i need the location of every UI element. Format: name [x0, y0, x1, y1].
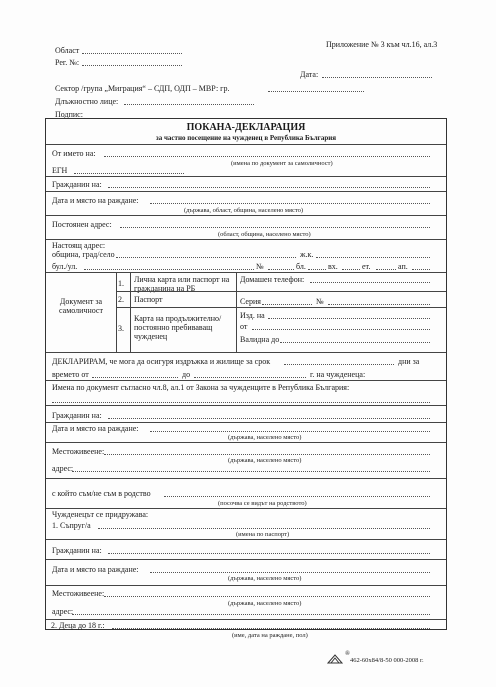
declare-label: ДЕКЛАРИРАМ, че мога да осигуря издръжка и жилище за срок [52, 357, 271, 366]
row2-number: 2. [118, 295, 124, 304]
reg-no-field[interactable] [82, 65, 182, 66]
days-label: дни за [398, 357, 420, 366]
no2-label: № [316, 297, 324, 306]
issued-field[interactable] [268, 318, 430, 319]
series-label: Серия [240, 297, 261, 306]
egn-label: ЕГН [52, 166, 68, 175]
spouse-label: 1. Съпруг/а [52, 521, 91, 530]
valid-field[interactable] [280, 342, 430, 343]
spouse-hint: (имена по паспорт) [236, 531, 290, 538]
bl-field[interactable] [308, 269, 326, 270]
curr-addr-label: Настоящ адрес: [52, 241, 106, 250]
sector-label: Сектор /група „Миграция“ – СДП, ОДП – МВР: гр. [55, 84, 230, 93]
names-law-label: Имена по документ съгласно чл.8, ал.1 от Закона за чужденците в Република България: [52, 383, 350, 392]
form-title: ПОКАНА-ДЕКЛАРАЦИЯ [186, 122, 306, 133]
birth2-field[interactable] [150, 431, 430, 432]
divider [46, 176, 446, 177]
address3-field[interactable] [72, 614, 430, 615]
row2-text: Паспорт [134, 295, 163, 304]
perm-addr-label: Постоянен адрес: [52, 220, 112, 229]
signature-label: Подпис: [55, 110, 83, 119]
children-label: 2. Деца до 18 г.: [51, 621, 105, 630]
residence3-field[interactable] [104, 596, 430, 597]
date-field[interactable] [322, 77, 432, 78]
id-doc-label: Документ за самоличност [59, 297, 103, 315]
declaration-box [45, 118, 447, 630]
birth-hint: (държава, област, община, населено място) [184, 207, 304, 214]
et-field[interactable] [376, 269, 396, 270]
issued-date-field[interactable] [252, 329, 430, 330]
series-field[interactable] [262, 304, 312, 305]
home-phone-field[interactable] [310, 282, 430, 283]
printer-logo-icon [327, 654, 343, 664]
divider [46, 585, 446, 586]
municipality-label: община, град/село [52, 250, 115, 259]
names-law-field[interactable] [52, 402, 430, 403]
citizen2-label: Гражданин на: [52, 411, 102, 420]
municipality-field[interactable] [116, 257, 296, 258]
birth2-label: Дата и място на раждане: [52, 424, 139, 433]
address3-label: адрес: [52, 607, 74, 616]
form-subtitle: за частно посещение на чужденец в Република България [155, 134, 337, 142]
bul-field[interactable] [84, 269, 254, 270]
divider [116, 272, 117, 352]
reg-no-label: Рег. №: [55, 58, 80, 67]
citizen3-label: Гражданин на: [52, 546, 102, 555]
divider [46, 508, 446, 509]
divider [236, 272, 237, 352]
divider [46, 478, 446, 479]
divider [46, 442, 446, 443]
birth3-label: Дата и място на раждане: [52, 565, 139, 574]
ap-field[interactable] [412, 269, 430, 270]
issued-label: Изд. на [240, 311, 265, 320]
accompanied-label: Чужденецът се придружава: [52, 510, 149, 519]
divider [46, 539, 446, 540]
row1-text: Лична карта или паспорт на гражданина на РБ [134, 275, 230, 293]
doc-number-field[interactable] [328, 304, 430, 305]
sector-field[interactable] [268, 91, 364, 92]
row3-text: Карта на продължително/постоянно пребиваващ чужденец [134, 314, 222, 341]
birth2-hint: (държава, населено място) [228, 434, 302, 441]
zhk-label: ж.к. [300, 250, 314, 259]
egn-field[interactable] [74, 173, 184, 174]
birth-field[interactable] [150, 203, 430, 204]
divider [46, 239, 446, 240]
divider [46, 619, 446, 620]
residence3-label: Местоживеене: [52, 589, 105, 598]
no-label: № [256, 262, 264, 271]
zhk-field[interactable] [316, 257, 430, 258]
oblast-label: Област [55, 46, 80, 55]
official-field[interactable] [124, 104, 254, 105]
divider [46, 272, 446, 273]
residence-label: Местоживеене: [52, 447, 105, 456]
address-label: адрес: [52, 464, 74, 473]
official-label: Длъжностно лице: [55, 97, 119, 106]
divider [46, 144, 446, 145]
from-label: от [240, 322, 248, 331]
divider [46, 215, 446, 216]
vh-label: вх. [328, 262, 338, 271]
divider [130, 272, 131, 352]
divider [46, 352, 446, 353]
relation-label: с който съм/не съм в родство [52, 489, 151, 498]
spouse-field[interactable] [98, 528, 430, 529]
date-label: Дата: [300, 70, 319, 79]
divider [116, 291, 446, 292]
children-field[interactable] [112, 628, 430, 629]
residence-hint: (държава, населено място) [228, 457, 302, 464]
from-name-field[interactable] [104, 156, 430, 157]
print-code: 462-60x84/8-50 000-2008 г. [350, 657, 424, 664]
bul-label: бул./ул. [52, 262, 78, 271]
birth3-field[interactable] [150, 572, 430, 573]
divider [46, 191, 446, 192]
divider [46, 405, 446, 406]
days-field[interactable] [284, 364, 394, 365]
residence-field[interactable] [104, 454, 430, 455]
divider [46, 422, 446, 423]
to-label: до [182, 370, 191, 379]
from-name-label: От името на: [52, 149, 96, 158]
citizen3-field[interactable] [108, 553, 430, 554]
address-field[interactable] [72, 471, 430, 472]
perm-addr-hint: (област, община, населено място) [218, 231, 311, 238]
names-doc-hint: (имена по документ за самоличност) [231, 160, 333, 167]
time-from-field[interactable] [92, 377, 178, 378]
oblast-field[interactable] [82, 53, 182, 54]
divider [116, 307, 446, 308]
relation-hint: (посочва се видът на родството) [218, 500, 307, 507]
relation-field[interactable] [164, 496, 430, 497]
bl-label: бл. [296, 262, 306, 271]
citizen2-field[interactable] [108, 418, 430, 419]
citizen-field[interactable] [108, 187, 430, 188]
time-from-label: времето от [52, 370, 89, 379]
no-field[interactable] [268, 269, 294, 270]
valid-label: Валидна до [240, 335, 280, 344]
time-to-field[interactable] [194, 377, 306, 378]
row1-number: 1. [118, 279, 124, 288]
vh-field[interactable] [342, 269, 360, 270]
appendix-note: Приложение № 3 към чл.16, ал.3 [326, 40, 438, 49]
residence3-hint: (държава, населено място) [228, 600, 302, 607]
birth3-hint: (държава, населено място) [228, 575, 302, 582]
citizen-label: Гражданин на: [52, 180, 102, 189]
foreigner-label: г. на чужденеца: [310, 370, 366, 379]
home-phone-label: Домашен телефон: [240, 275, 305, 284]
row3-number: 3. [118, 324, 124, 333]
registered-mark: ® [345, 650, 350, 657]
et-label: ет. [362, 262, 371, 271]
birth-label: Дата и място на раждане: [52, 196, 139, 205]
divider [46, 559, 446, 560]
ap-label: ап. [398, 262, 408, 271]
divider [46, 380, 446, 381]
perm-addr-field[interactable] [120, 227, 430, 228]
children-hint: (име, дата на раждане, пол) [232, 632, 308, 639]
